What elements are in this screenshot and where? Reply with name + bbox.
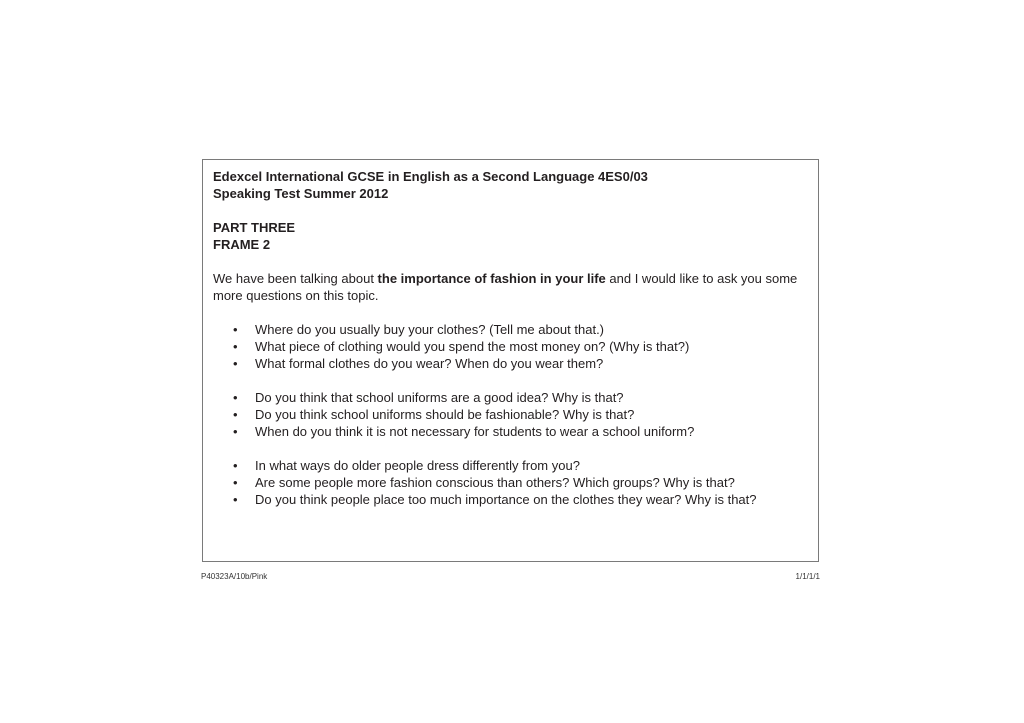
footer-page-ref: 1/1/1/1 <box>795 572 820 581</box>
frame-label: FRAME 2 <box>213 237 271 252</box>
bullet-icon: • <box>233 339 238 354</box>
bullet-icon: • <box>233 492 238 507</box>
question-text: What formal clothes do you wear? When do you wear them? <box>255 356 604 371</box>
frame-content <box>213 168 798 508</box>
question-text: What piece of clothing would you spend the most money on? (Why is that?) <box>255 339 690 354</box>
question-item <box>213 423 798 440</box>
question-text: Do you think school uniforms should be fashionable? Why is that? <box>255 407 635 422</box>
exam-session: Speaking Test Summer 2012 <box>213 186 389 201</box>
bullet-icon: • <box>233 356 238 371</box>
question-item <box>213 321 798 338</box>
question-item <box>213 491 798 508</box>
bullet-icon: • <box>233 458 238 473</box>
bullet-icon: • <box>233 424 238 439</box>
bullet-icon: • <box>233 475 238 490</box>
question-text: When do you think it is not necessary for students to wear a school uniform? <box>255 424 695 439</box>
intro-after: and I would like to ask you some more questions on this topic. <box>213 271 798 303</box>
question-text: Do you think that school uniforms are a good idea? Why is that? <box>255 390 624 405</box>
footer-code: P40323A/10b/Pink <box>201 572 268 581</box>
question-text: In what ways do older people dress differently from you? <box>255 458 580 473</box>
question-item <box>213 457 798 474</box>
question-group-2 <box>213 389 798 440</box>
exam-title: Edexcel International GCSE in English as a Second Language 4ES0/03 <box>213 169 648 184</box>
question-text: Are some people more fashion conscious than others? Which groups? Why is that? <box>255 475 735 490</box>
intro-before: We have been talking about <box>213 271 378 286</box>
question-group-3 <box>213 457 798 508</box>
question-text: Do you think people place too much importance on the clothes they wear? Why is that? <box>255 492 757 507</box>
bullet-icon: • <box>233 322 238 337</box>
intro-emphasis: the importance of fashion in your life <box>377 271 606 286</box>
question-item <box>213 389 798 406</box>
question-group-1 <box>213 321 798 372</box>
question-text: Where do you usually buy your clothes? (Tell me about that.) <box>255 322 605 337</box>
bullet-icon: • <box>233 407 238 422</box>
speaking-test-frame <box>202 159 819 562</box>
question-item <box>213 406 798 423</box>
question-item <box>213 474 798 491</box>
intro-paragraph <box>213 270 798 304</box>
bullet-icon: • <box>233 390 238 405</box>
part-label: PART THREE <box>213 220 296 235</box>
question-item <box>213 338 798 355</box>
question-item <box>213 355 798 372</box>
